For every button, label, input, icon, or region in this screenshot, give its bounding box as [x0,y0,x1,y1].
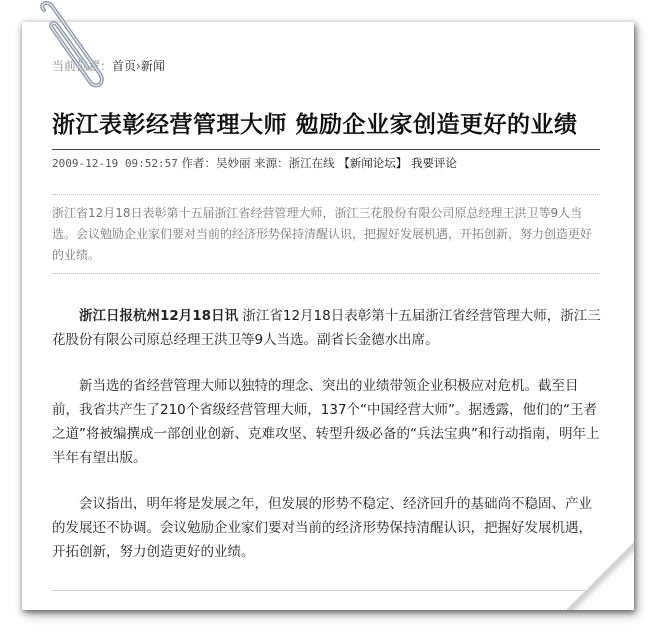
breadcrumb-news-link[interactable]: 新闻 [140,59,165,73]
paragraph-1 [52,304,604,352]
paperclip-icon [30,0,112,92]
article-summary: 浙江省12月18日表彰第十五届浙江省经营管理大师，浙江三花股份有限公司原总经理王洪卫等9人当选。会议勉励企业家们要对当前的经济形势保持清醒认识，把握好发展机遇，开拓创新，努力创造更好的业绩。 [52,206,593,262]
author-name: 吴妙丽 [216,156,251,170]
breadcrumb-home-link[interactable]: 首页 [112,59,137,73]
comment-link[interactable]: 我要评论 [410,156,457,170]
summary-top-divider [52,194,600,195]
body-bottom-divider [52,590,604,591]
title-divider [52,149,600,150]
publish-datetime: 2009-12-19 09:52:57 [52,157,178,170]
paragraph-3: 会议指出，明年将是发展之年，但发展的形势不稳定、经济回升的基础尚不稳固、产业的发展还不协调。会议勉励企业家们要对当前的经济形势保持清醒认识，把握好发展机遇，开拓创新，努力创造更好的业绩。 [52,496,592,560]
source-name: 浙江在线 [288,156,335,170]
article-meta [52,155,457,171]
summary-bottom-divider [52,273,600,274]
breadcrumb-separator: › [136,59,141,73]
author-label: 作者： [181,156,216,170]
paragraph-1-text: 浙江省12月18日表彰第十五届浙江省经营管理大师，浙江三花股份有限公司原总经理王洪卫等9人当选。副省长金德水出席。 [52,308,601,348]
breadcrumb-prefix: 当前位置： [52,59,113,73]
source-label: 来源： [254,156,289,170]
paragraph-2: 新当选的省经营管理大师以独特的理念、突出的业绩带领企业积极应对危机。截至目前，我省共产生了210个省级经营管理大师，137个“中国经营大师”。据透露，他们的“王者之道”将被编撰成一部创业创新、克难攻坚、转型升级必备的“兵法宝典”和行动指南，明年上半年有望出版。 [52,378,600,466]
news-forum-link[interactable]: 【新闻论坛】 [338,156,408,170]
article-paper [22,22,634,610]
article-body [52,304,604,586]
dateline: 浙江日报杭州12月18日讯 [79,308,239,324]
article-title: 浙江表彰经营管理大师 勉励企业家创造更好的业绩 [52,112,578,138]
